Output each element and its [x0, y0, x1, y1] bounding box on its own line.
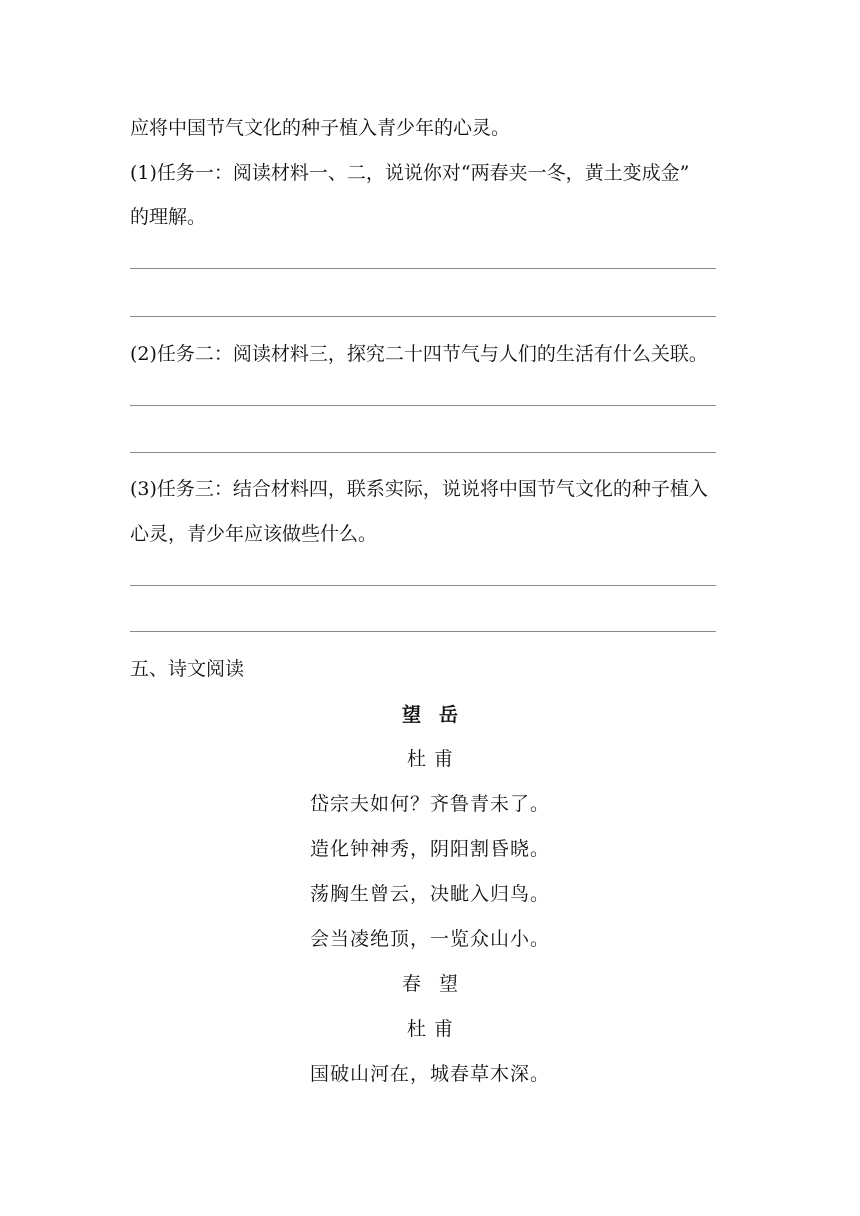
task-1-line-2: 的理解。 — [130, 206, 207, 228]
poem-1-line-2: 造化钟神秀，阴阳割昏晓。 — [309, 838, 550, 860]
poem-1-line-4: 会当凌绝顶，一览众山小。 — [309, 928, 550, 950]
answer-line-1[interactable] — [130, 268, 716, 269]
poem-1-title-text: 望岳 — [401, 704, 476, 726]
task-1-line-1: (1)任务一：阅读材料一、二，说说你对“两春夹一冬，黄土变成金” — [130, 162, 690, 184]
answer-line-4[interactable] — [130, 452, 716, 453]
task-3-line-1: (3)任务三：结合材料四，联系实际，说说将中国节气文化的种子植入 — [130, 478, 708, 500]
poem-1-title — [0, 703, 860, 727]
answer-line-5[interactable] — [130, 585, 716, 586]
poem-1-author-text: 杜甫 — [406, 748, 461, 770]
poem-1-line-3: 荡胸生曾云，决眦入归鸟。 — [309, 883, 550, 905]
poem-2-author — [0, 1017, 860, 1041]
answer-line-2[interactable] — [130, 316, 716, 317]
task-3-line-2: 心灵，青少年应该做些什么。 — [130, 523, 378, 545]
poem-1-author — [0, 747, 860, 771]
poem-2-title-text: 春望 — [401, 973, 476, 995]
poem-2-author-text: 杜甫 — [406, 1018, 461, 1040]
poem-1-line-1: 岱宗夫如何？齐鲁青未了。 — [309, 793, 550, 815]
answer-line-3[interactable] — [130, 405, 716, 406]
intro-text: 应将中国节气文化的种子植入青少年的心灵。 — [130, 117, 511, 139]
section-heading: 五、诗文阅读 — [130, 658, 245, 680]
poem-2-title — [0, 972, 860, 996]
poem-2-line-1: 国破山河在，城春草木深。 — [309, 1063, 550, 1085]
answer-line-6[interactable] — [130, 631, 716, 632]
task-2-line-1: (2)任务二：阅读材料三，探究二十四节气与人们的生活有什么关联。 — [130, 343, 708, 365]
